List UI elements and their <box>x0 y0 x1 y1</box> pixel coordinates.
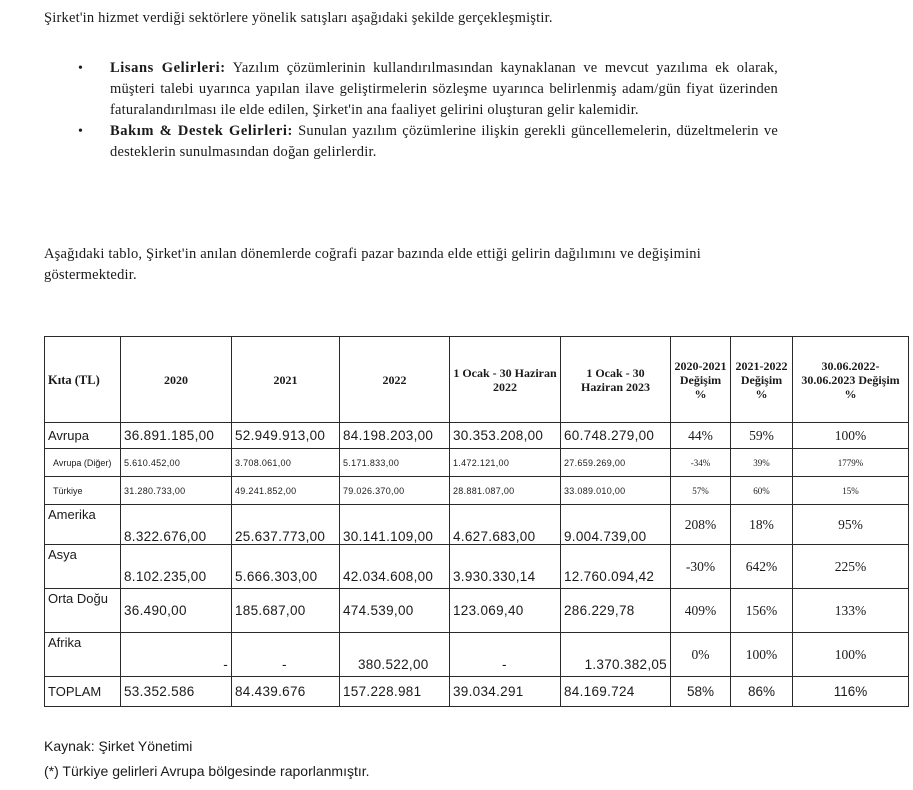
value-cell: 30.353.208,00 <box>450 423 561 449</box>
table-total-row <box>45 677 909 707</box>
header-cell: 2020 <box>121 337 232 423</box>
percent-cell: 18% <box>731 505 793 545</box>
header-cell: Kıta (TL) <box>45 337 121 423</box>
percent-cell: 1779% <box>793 449 909 477</box>
source-note: Kaynak: Şirket Yönetimi <box>44 738 193 754</box>
row-label: Orta Doğu <box>45 589 121 633</box>
bullet-dot-icon: • <box>78 124 84 139</box>
row-label: Avrupa <box>45 423 121 449</box>
value-cell: - <box>121 633 232 677</box>
percent-cell: 642% <box>731 545 793 589</box>
value-cell: 1.472.121,00 <box>450 449 561 477</box>
value-cell: 84.439.676 <box>232 677 340 707</box>
value-cell: 60.748.279,00 <box>561 423 671 449</box>
percent-cell: -30% <box>671 545 731 589</box>
value-cell: 380.522,00 <box>340 633 450 677</box>
header-cell: 30.06.2022-30.06.2023 Değişim % <box>793 337 909 423</box>
row-label: TOPLAM <box>45 677 121 707</box>
value-cell: 185.687,00 <box>232 589 340 633</box>
value-cell: - <box>232 633 340 677</box>
row-label: Türkiye <box>45 477 121 505</box>
value-cell: - <box>450 633 561 677</box>
table-row <box>45 449 909 477</box>
percent-cell: 44% <box>671 423 731 449</box>
value-cell: 123.069,40 <box>450 589 561 633</box>
value-cell: 286.229,78 <box>561 589 671 633</box>
value-cell: 8.102.235,00 <box>121 545 232 589</box>
row-label: Asya <box>45 545 121 589</box>
value-cell: 8.322.676,00 <box>121 505 232 545</box>
percent-cell: 133% <box>793 589 909 633</box>
value-cell: 79.026.370,00 <box>340 477 450 505</box>
value-cell: 3.930.330,14 <box>450 545 561 589</box>
value-cell: 36.891.185,00 <box>121 423 232 449</box>
percent-cell: 0% <box>671 633 731 677</box>
value-cell: 157.228.981 <box>340 677 450 707</box>
percent-cell: 100% <box>793 423 909 449</box>
value-cell: 474.539,00 <box>340 589 450 633</box>
value-cell: 5.610.452,00 <box>121 449 232 477</box>
value-cell: 28.881.087,00 <box>450 477 561 505</box>
header-cell: 2020-2021 Değişim % <box>671 337 731 423</box>
bullet-title: Lisans Gelirleri: <box>110 60 226 76</box>
value-cell: 52.949.913,00 <box>232 423 340 449</box>
value-cell: 5.171.833,00 <box>340 449 450 477</box>
list-item <box>78 58 778 121</box>
value-cell: 84.169.724 <box>561 677 671 707</box>
header-cell: 2021-2022 Değişim % <box>731 337 793 423</box>
table-row <box>45 505 909 545</box>
footnote: (*) Türkiye gelirleri Avrupa bölgesinde raporlanmıştır. <box>44 763 370 779</box>
percent-cell: 225% <box>793 545 909 589</box>
row-label: Amerika <box>45 505 121 545</box>
percent-cell: 86% <box>731 677 793 707</box>
percent-cell: 15% <box>793 477 909 505</box>
percent-cell: 208% <box>671 505 731 545</box>
table-row <box>45 633 909 677</box>
revenue-types-list <box>78 58 778 163</box>
value-cell: 49.241.852,00 <box>232 477 340 505</box>
value-cell: 42.034.608,00 <box>340 545 450 589</box>
table-row <box>45 589 909 633</box>
header-cell: 2022 <box>340 337 450 423</box>
table-row <box>45 423 909 449</box>
percent-cell: -34% <box>671 449 731 477</box>
header-cell: 2021 <box>232 337 340 423</box>
table-row <box>45 545 909 589</box>
percent-cell: 95% <box>793 505 909 545</box>
list-item <box>78 121 778 163</box>
table-header-row <box>45 337 909 423</box>
header-cell: 1 Ocak - 30 Haziran 2023 <box>561 337 671 423</box>
percent-cell: 39% <box>731 449 793 477</box>
geographic-revenue-table <box>44 336 909 707</box>
percent-cell: 156% <box>731 589 793 633</box>
value-cell: 84.198.203,00 <box>340 423 450 449</box>
percent-cell: 100% <box>731 633 793 677</box>
percent-cell: 116% <box>793 677 909 707</box>
table-intro-paragraph: Aşağıdaki tablo, Şirket'in anılan dönemlerde coğrafi pazar bazında elde ettiği gelirin dağılımını ve değişimini göstermektedir. <box>44 246 701 283</box>
value-cell: 53.352.586 <box>121 677 232 707</box>
value-cell: 25.637.773,00 <box>232 505 340 545</box>
percent-cell: 100% <box>793 633 909 677</box>
value-cell: 27.659.269,00 <box>561 449 671 477</box>
value-cell: 1.370.382,05 <box>561 633 671 677</box>
bullet-text: Sunulan yazılım çözümlerine ilişkin gerekli güncellemelerin, düzeltmelerin ve desteklerin sunulmasından doğan gelirlerdir. <box>110 123 779 160</box>
value-cell: 9.004.739,00 <box>561 505 671 545</box>
bullet-text: Yazılım çözümlerinin kullandırılmasından kaynaklanan ve mevcut yazılıma ek olarak, müşteri talebi uyarınca yapılan ilave geliştirmelerin sözleşme uyarınca belirlenmiş adam/gün fiyat üzerinden faturalandırılması ile elde edilen, Şirket'in ana faaliyet gelirini oluşturan gelir kalemidir. <box>110 60 779 118</box>
percent-cell: 60% <box>731 477 793 505</box>
header-cell: 1 Ocak - 30 Haziran 2022 <box>450 337 561 423</box>
percent-cell: 57% <box>671 477 731 505</box>
row-label: Afrika <box>45 633 121 677</box>
value-cell: 36.490,00 <box>121 589 232 633</box>
value-cell: 33.089.010,00 <box>561 477 671 505</box>
percent-cell: 409% <box>671 589 731 633</box>
intro-paragraph: Şirket'in hizmet verdiği sektörlere yönelik satışları aşağıdaki şekilde gerçekleşmiştir. <box>44 10 553 26</box>
value-cell: 39.034.291 <box>450 677 561 707</box>
bullet-dot-icon: • <box>78 61 84 76</box>
row-label: Avrupa (Diğer) <box>45 449 121 477</box>
value-cell: 31.280.733,00 <box>121 477 232 505</box>
value-cell: 30.141.109,00 <box>340 505 450 545</box>
value-cell: 5.666.303,00 <box>232 545 340 589</box>
bullet-title: Bakım & Destek Gelirleri: <box>110 123 293 139</box>
value-cell: 4.627.683,00 <box>450 505 561 545</box>
percent-cell: 59% <box>731 423 793 449</box>
value-cell: 3.708.061,00 <box>232 449 340 477</box>
value-cell: 12.760.094,42 <box>561 545 671 589</box>
percent-cell: 58% <box>671 677 731 707</box>
table-row <box>45 477 909 505</box>
